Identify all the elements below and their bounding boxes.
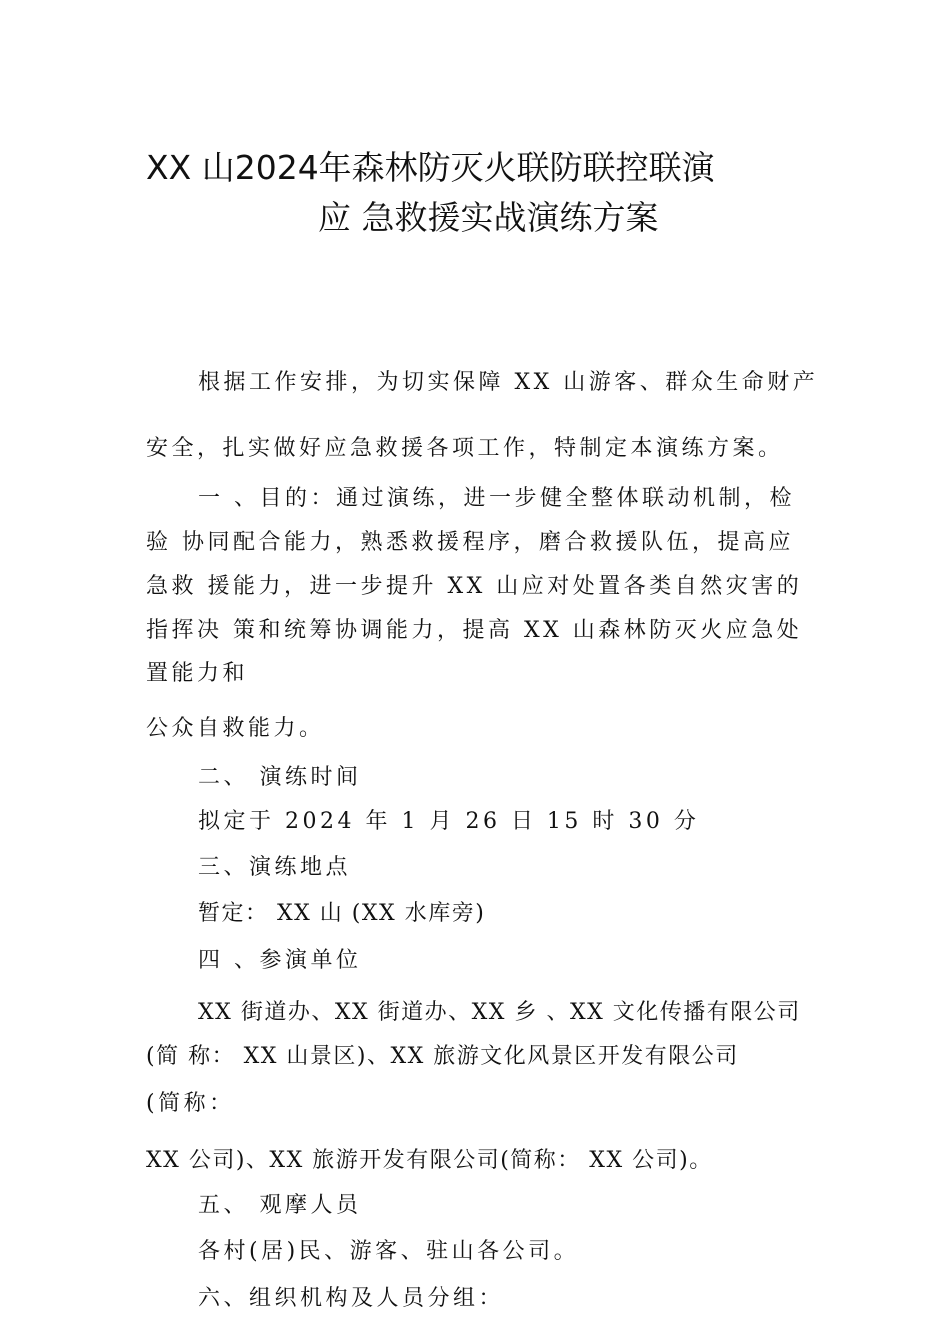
- document-title-line-2: 应 急救援实战演练方案: [318, 198, 659, 237]
- section-1-line-2: 验 协同配合能力，熟悉救援程序，磨合救援队伍，提高应: [146, 530, 794, 555]
- section-5-body: 各村(居)民、游客、驻山各公司。: [198, 1239, 580, 1264]
- section-6-heading: 六、组织机构及人员分组：: [198, 1286, 505, 1311]
- intro-paragraph-line-1: 根据工作安排，为切实保障 XX 山游客、群众生命财产: [198, 370, 819, 395]
- section-4-line-4: XX 公司)、XX 旅游开发有限公司(简称： XX 公司)。: [146, 1148, 713, 1173]
- section-2-body: 拟定于 2024 年 1 月 26 日 15 时 30 分: [198, 809, 700, 834]
- section-3-heading: 三、演练地点: [198, 855, 352, 880]
- section-4-heading: 四 、参演单位: [198, 948, 362, 973]
- section-2-heading: 二、 演练时间: [198, 765, 362, 790]
- section-1-line-6: 公众自救能力。: [146, 716, 325, 741]
- intro-paragraph-line-2: 安全，扎实做好应急救援各项工作，特制定本演练方案。: [146, 436, 784, 461]
- section-1-line-4: 指挥决 策和统筹协调能力，提高 XX 山森林防灭火应急处: [146, 618, 803, 643]
- section-1-line-1: 一 、目的：通过演练，进一步健全整体联动机制，检: [198, 486, 795, 511]
- section-1-line-3: 急救 援能力，进一步提升 XX 山应对处置各类自然灾害的: [146, 574, 803, 599]
- section-4-line-3: (简称：: [146, 1091, 235, 1116]
- section-4-line-1: XX 街道办、XX 街道办、XX 乡 、XX 文化传播有限公司: [198, 1000, 801, 1025]
- document-title-line-1: XX 山2024年森林防灭火联防联控联演: [146, 148, 715, 187]
- section-3-body: 暂定： XX 山 (XX 水库旁): [198, 901, 486, 926]
- section-1-line-5: 置能力和: [146, 661, 249, 686]
- section-5-heading: 五、 观摩人员: [198, 1193, 362, 1218]
- section-4-line-2: (简 称： XX 山景区)、XX 旅游文化风景区开发有限公司: [146, 1044, 739, 1069]
